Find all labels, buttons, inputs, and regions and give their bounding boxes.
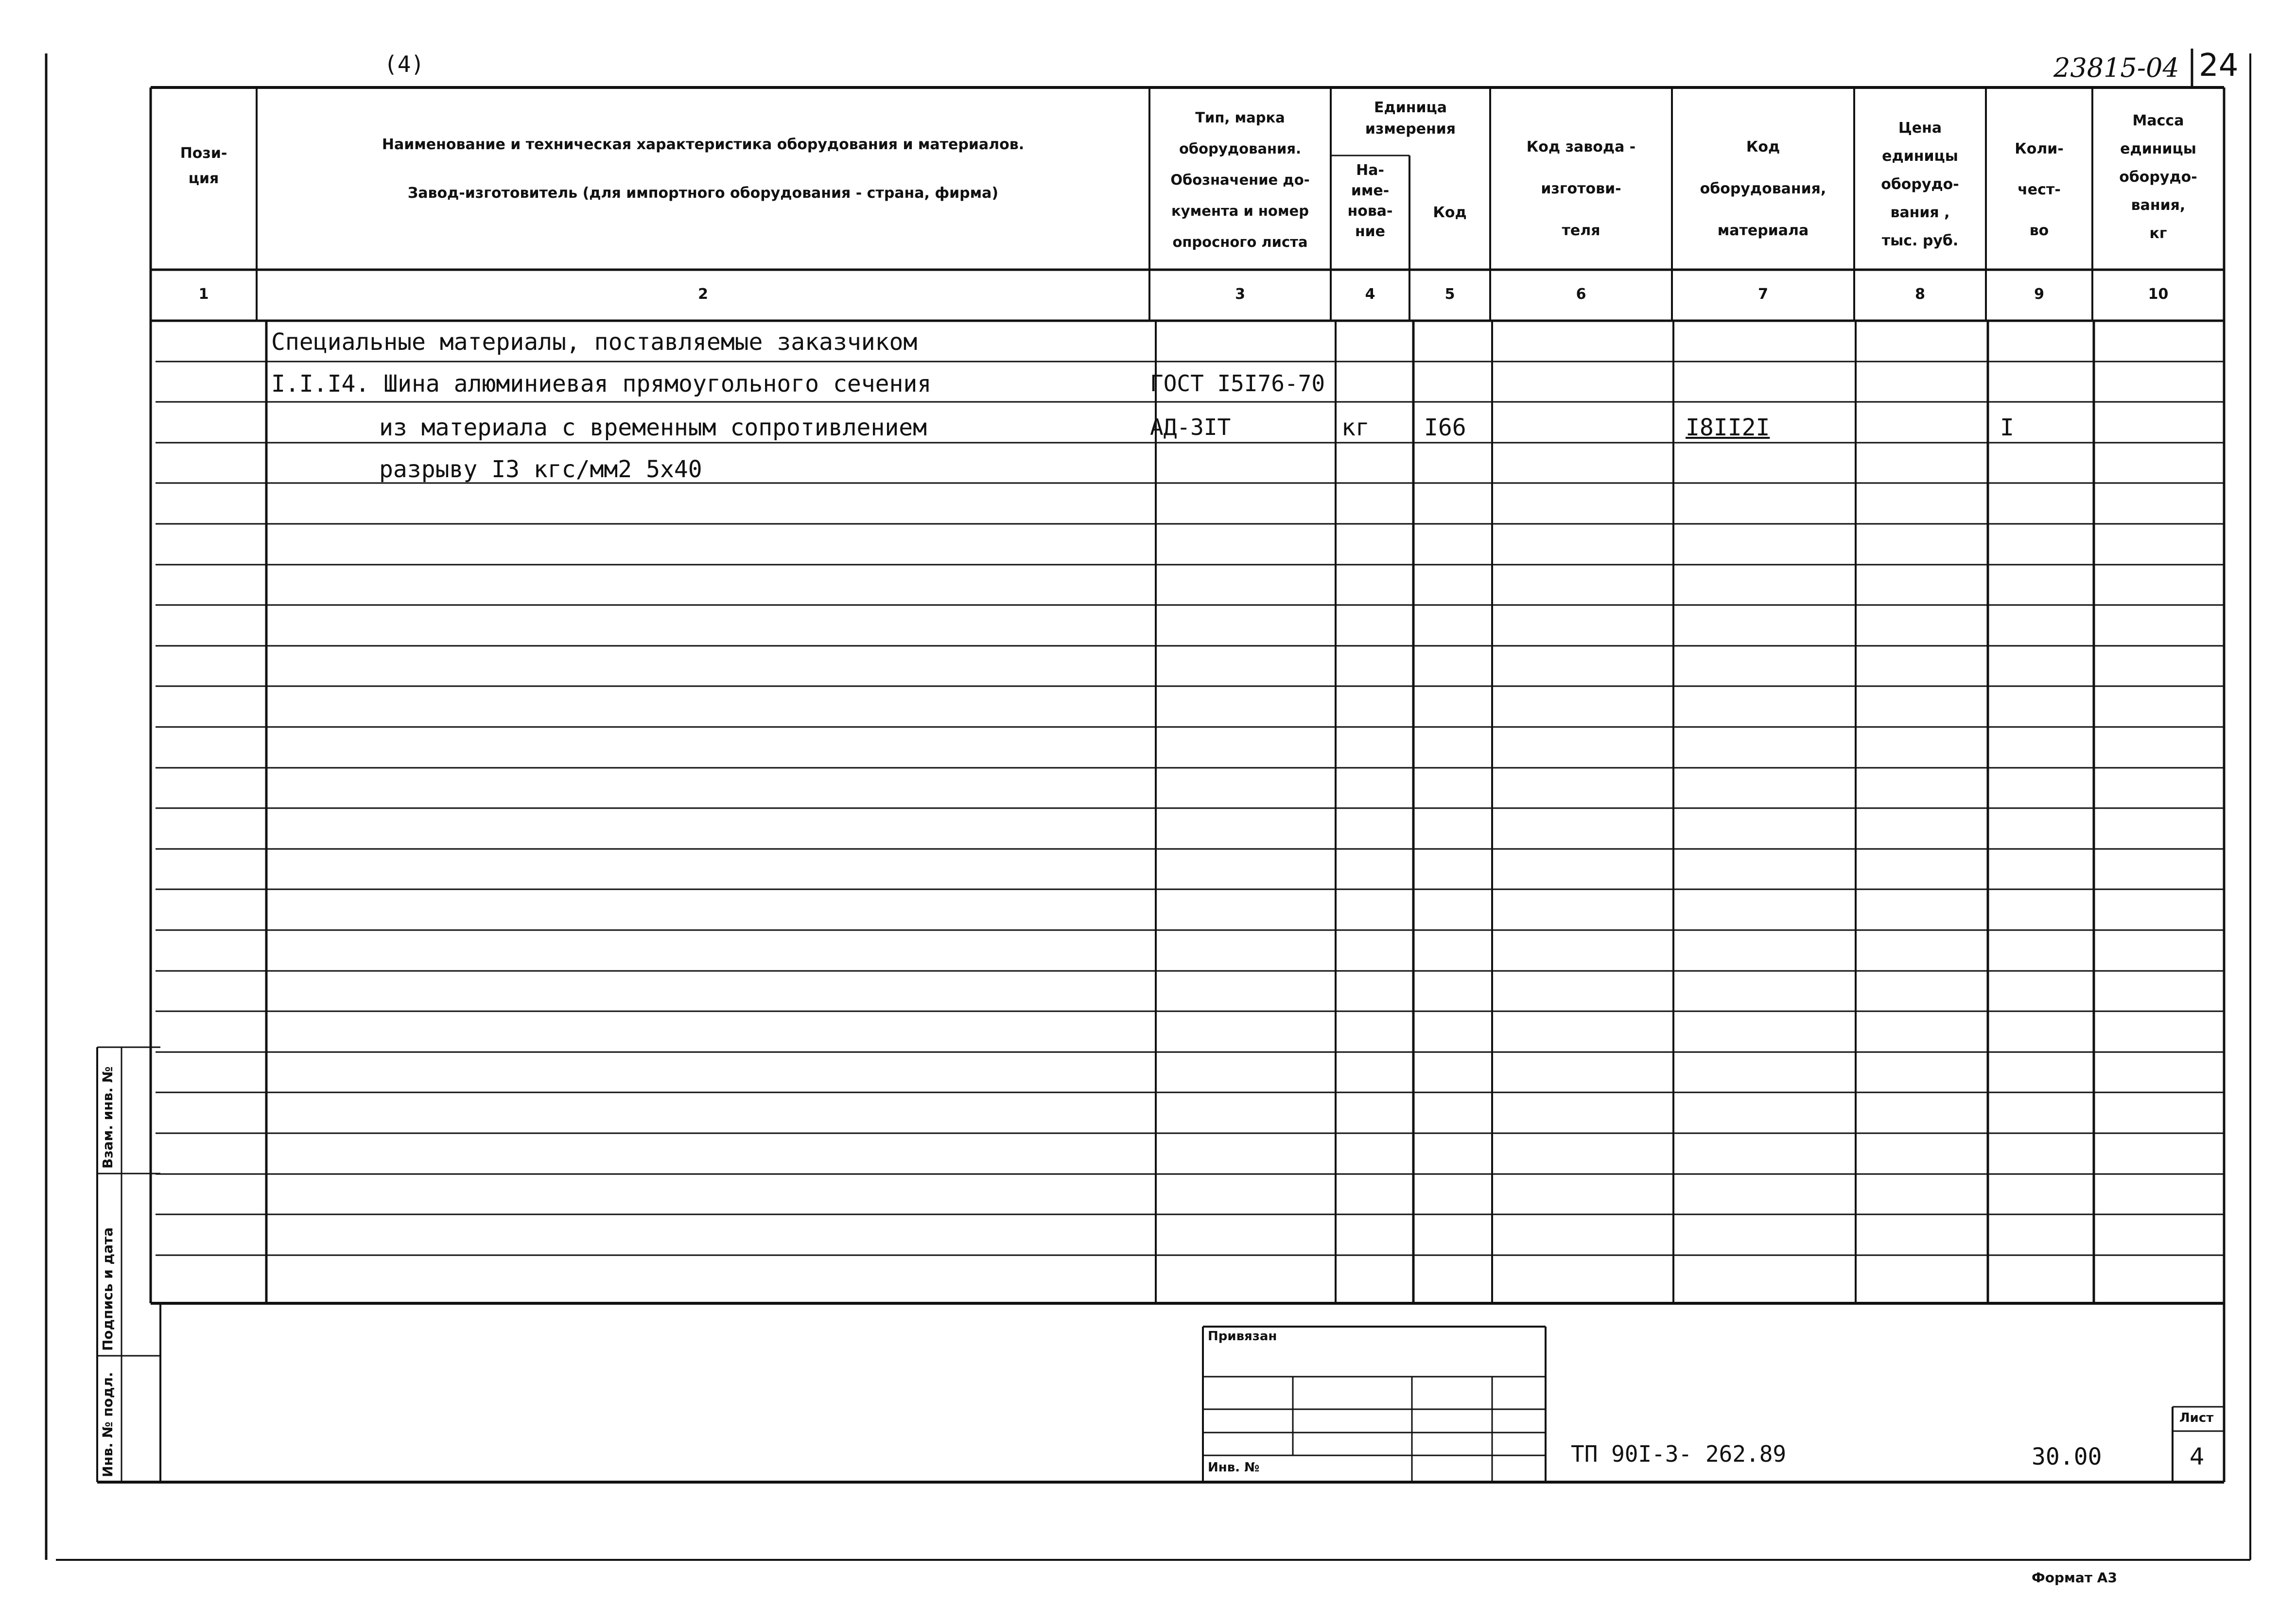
header-quantity: Коли- чест- во (2015, 140, 2064, 239)
col-number-4: 4 (1365, 286, 1375, 303)
header-position: Пози- ция (180, 145, 227, 187)
title-list-label: Лист (2179, 1411, 2214, 1425)
doc-number-handwritten: 23815-04 (2053, 52, 2179, 83)
col-number-9: 9 (2034, 286, 2044, 303)
col-number-7: 7 (1758, 286, 1768, 303)
header-name-line1: Наименование и техническая характеристика оборудования и материалов. (382, 136, 1025, 153)
side-stamp-podpis: Подпись и дата (100, 1227, 116, 1351)
row-2-name: I.I.I4. Шина алюминиевая прямоугольного сечения (271, 370, 932, 397)
row-2-type: ГОСТ I5I76-70 (1150, 370, 1325, 397)
col-number-5: 5 (1444, 286, 1455, 303)
row-3-unit-code: I66 (1424, 414, 1466, 441)
header-unit-name: На- име- нова- ние (1347, 162, 1393, 240)
header-price: Цена единицы оборудо- вания , тыс. руб. (1881, 120, 1959, 249)
row-3-equipment-code: I8II2I (1686, 414, 1770, 441)
row-3-type: АД-3IТ (1150, 414, 1231, 440)
title-inv-no: Инв. № (1208, 1460, 1260, 1475)
col-number-1: 1 (198, 286, 209, 303)
page-number: 24 (2199, 48, 2239, 84)
col-number-3: 3 (1235, 286, 1245, 303)
header-mass: Масса единицы оборудо- вания, кг (2119, 112, 2197, 242)
col-number-10: 10 (2148, 286, 2169, 303)
row-4-name: разрыву I3 кгс/мм2 5x40 (379, 456, 702, 483)
title-code2: 30.00 (2032, 1443, 2102, 1470)
row-1-name: Специальные материалы, поставляемые заказчиком (271, 328, 918, 356)
title-privyazan: Привязан (1208, 1329, 1277, 1344)
col-number-6: 6 (1576, 286, 1586, 303)
header-name-line2: Завод-изготовитель (для импортного оборудования - страна, фирма) (407, 185, 999, 202)
header-type: Тип, марка оборудования. Обозначение до- кумента и номер опросного листа (1170, 109, 1310, 250)
title-list-no: 4 (2190, 1443, 2205, 1470)
header-factory-code: Код завода - изготови- теля (1526, 138, 1636, 239)
col-number-8: 8 (1915, 286, 1925, 303)
row-3-quantity: I (2000, 414, 2014, 441)
header-unit-code: Код (1433, 204, 1467, 221)
header-unit-group: Единица измерения (1365, 99, 1456, 138)
header-equipment-code: Код оборудования, материала (1700, 138, 1826, 239)
side-stamp-inv-podl: Инв. № подл. (100, 1372, 116, 1477)
title-doc-code: ТП 90I-3- 262.89 (1571, 1441, 1787, 1467)
side-stamp-zam-inv: Взам. инв. № (100, 1066, 116, 1169)
col-number-2: 2 (698, 286, 708, 303)
row-3-unit: кг (1341, 414, 1370, 441)
sheet-top-label: (4) (384, 51, 425, 77)
format-label: Формат А3 (2032, 1570, 2117, 1586)
row-3-name: из материала с временным сопротивлением (379, 414, 927, 441)
